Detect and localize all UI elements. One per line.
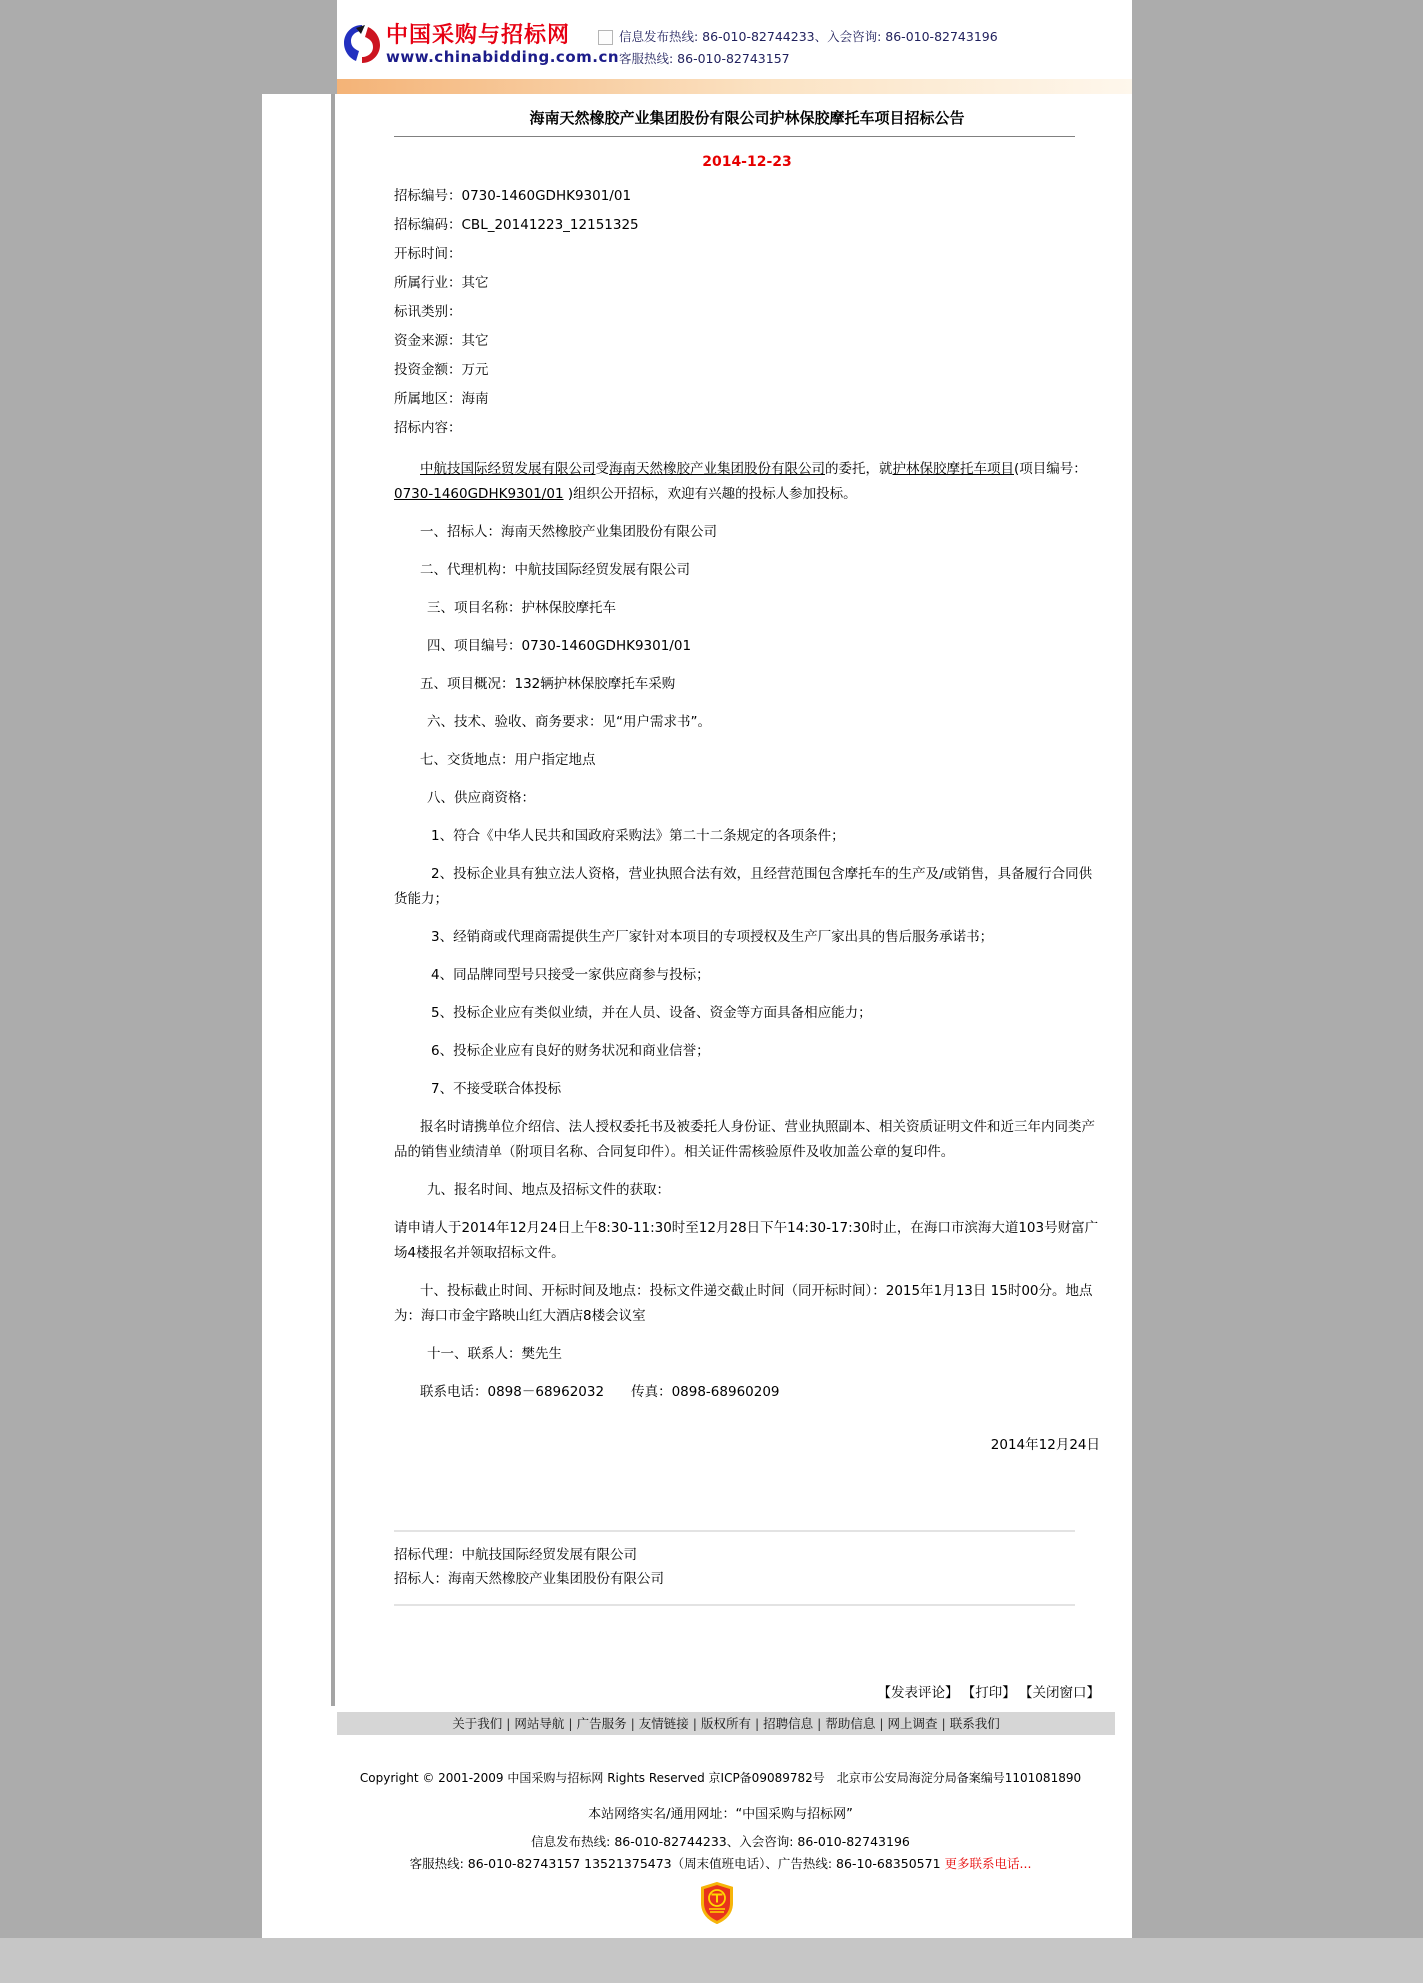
copyright-line: Copyright © 2001-2009 中国采购与招标网 Rights Reserved 京ICP备09089782号 北京市公安局海淀分局备案编号1101081890 — [359, 1771, 1082, 1785]
agent-name: 中航技国际经贸发展有限公司 — [461, 1547, 637, 1563]
doc-paragraph: 6、投标企业应有良好的财务状况和商业信誉； — [431, 1043, 710, 1059]
nav-separator: | — [564, 1716, 577, 1731]
footer-nav-bar — [337, 1712, 1115, 1735]
header-hotline-line2: 客服热线: 86-010-82743157 — [619, 51, 790, 66]
bottom-gray-strip — [0, 1938, 1423, 1983]
red-shield-badge-icon[interactable] — [700, 1882, 734, 1924]
cycle-arrows-logo-icon — [343, 24, 381, 64]
image-placeholder-icon — [598, 30, 613, 45]
more-contacts-link[interactable]: 更多联系电话... — [944, 1856, 1032, 1871]
bidder-line — [394, 1567, 664, 1591]
footer-nav-link[interactable]: 关于我们 — [452, 1716, 503, 1731]
header-hotline-line1: 信息发布热线: 86-010-82744233、入会咨询: 86-010-82743196 — [619, 29, 998, 44]
nav-separator: | — [875, 1716, 888, 1731]
intro-text: (项目编号： — [1014, 461, 1087, 477]
announcement-document — [337, 94, 1132, 1458]
meta-field: 招标内容： — [394, 420, 462, 436]
nav-separator: | — [502, 1716, 515, 1731]
logo-text-block — [386, 24, 619, 66]
meta-field: 投资金额：万元 — [394, 362, 489, 378]
footer-nav-link[interactable]: 网站导航 — [514, 1716, 565, 1731]
footer-hotline-line2 — [337, 1854, 1104, 1872]
footer-nav-link[interactable]: 广告服务 — [576, 1716, 627, 1731]
doc-paragraph: 2、投标企业具有独立法人资格，营业执照合法有效，且经营范围包含摩托车的生产及/或销售，具备履行合同供货能力； — [394, 866, 1093, 907]
sign-block-divider-bottom — [394, 1604, 1075, 1606]
doc-paragraph: 十一、联系人：樊先生 — [427, 1346, 562, 1362]
nav-separator: | — [937, 1716, 950, 1731]
intro-underlined-text: 0730-1460GDHK9301/01 — [394, 486, 564, 502]
doc-paragraph: 十、投标截止时间、开标时间及地点：投标文件递交截止时间（同开标时间）：2015年1月13日 15时00分。地点为：海口市金宇路映山红大酒店8楼会议室 — [394, 1283, 1093, 1324]
content-frame-left-border — [331, 94, 335, 1706]
footer-nav-link[interactable]: 帮助信息 — [825, 1716, 876, 1731]
title-divider — [394, 136, 1075, 137]
content-frame — [337, 94, 1132, 1938]
header-left-gray-area — [262, 0, 337, 94]
site-logo[interactable] — [343, 24, 619, 66]
action-links-row — [868, 1681, 1101, 1701]
doc-paragraph: 六、技术、验收、商务要求：见“用户需求书”。 — [427, 714, 711, 730]
announcement-title: 海南天然橡胶产业集团股份有限公司护林保胶摩托车项目招标公告 — [529, 109, 965, 127]
doc-paragraph: 一、招标人：海南天然橡胶产业集团股份有限公司 — [420, 524, 717, 540]
bidder-label: 招标人： — [394, 1571, 448, 1587]
doc-paragraph: 报名时请携单位介绍信、法人授权委托书及被委托人身份证、营业执照副本、相关资质证明文件和近三年内同类产品的销售业绩清单（附项目名称、合同复印件）。相关证件需核验原件及收加盖公章的复印件。 — [394, 1119, 1095, 1160]
sign-block-divider-top — [394, 1530, 1075, 1532]
sign-block — [394, 1543, 664, 1591]
bidder-name: 海南天然橡胶产业集团股份有限公司 — [448, 1571, 664, 1587]
doc-paragraph: 二、代理机构：中航技国际经贸发展有限公司 — [420, 562, 690, 578]
agent-label: 招标代理： — [394, 1547, 462, 1563]
doc-paragraph: 请申请人于2014年12月24日上午8:30-11:30时至12月28日下午14:30-17:30时止，在海口市滨海大道103号财富广场4楼报名并领取招标文件。 — [394, 1220, 1099, 1261]
doc-paragraph: 7、不接受联合体投标 — [431, 1081, 562, 1097]
meta-field-list — [394, 184, 1100, 441]
footer-nav-link[interactable]: 联系我们 — [949, 1716, 1000, 1731]
meta-field: 招标编号：0730-1460GDHK9301/01 — [394, 188, 632, 204]
meta-field: 开标时间： — [394, 246, 462, 262]
doc-paragraph: 七、交货地点：用户指定地点 — [420, 752, 596, 768]
page-container — [262, 0, 1132, 1938]
footer-nav-link[interactable]: 网上调查 — [887, 1716, 938, 1731]
meta-field: 招标编码：CBL_20141223_12151325 — [394, 217, 639, 233]
agent-line — [394, 1543, 664, 1567]
footer-hotline-line1: 信息发布热线: 86-010-82744233、入会咨询: 86-010-82743196 — [531, 1834, 910, 1849]
logo-site-name: 中国采购与招标网 — [386, 23, 571, 48]
logo-site-url: www.chinabidding.com.cn — [386, 48, 620, 66]
intro-text: )组织公开招标，欢迎有兴趣的投标人参加投标。 — [563, 486, 857, 502]
doc-paragraph: 5、投标企业应有类似业绩，并在人员、设备、资金等方面具备相应能力； — [431, 1005, 872, 1021]
intro-underlined-text: 海南天然橡胶产业集团股份有限公司 — [609, 461, 825, 477]
sign-off-date: 2014年12月24日 — [990, 1437, 1100, 1453]
intro-text: 的委托，就 — [825, 461, 893, 477]
publish-date: 2014-12-23 — [702, 154, 792, 170]
orange-banner-bar — [337, 79, 1132, 94]
intro-underlined-text: 中航技国际经贸发展有限公司 — [420, 461, 596, 477]
intro-paragraph — [394, 457, 1100, 507]
nav-separator: | — [688, 1716, 701, 1731]
doc-paragraph: 九、报名时间、地点及招标文件的获取： — [427, 1182, 670, 1198]
doc-paragraph: 1、符合《中华人民共和国政府采购法》第二十二条规定的各项条件； — [431, 828, 845, 844]
header-contact-info — [619, 26, 998, 70]
doc-paragraph: 联系电话：0898－68962032 传真：0898-68960209 — [420, 1384, 780, 1400]
site-realname-line: 本站网络实名/通用网址：“中国采购与招标网” — [588, 1807, 853, 1822]
paragraph-list — [394, 520, 1100, 1405]
nav-separator: | — [751, 1716, 764, 1731]
nav-separator: | — [813, 1716, 826, 1731]
doc-paragraph: 三、项目名称：护林保胶摩托车 — [427, 600, 616, 616]
action-link[interactable]: 【打印】 — [968, 1685, 1016, 1701]
meta-field: 资金来源：其它 — [394, 333, 489, 349]
footer-nav-link[interactable]: 版权所有 — [700, 1716, 751, 1731]
meta-field: 所属地区：海南 — [394, 391, 489, 407]
doc-paragraph: 3、经销商或代理商需提供生产厂家针对本项目的专项授权及生产厂家出具的售后服务承诺书； — [431, 929, 994, 945]
doc-paragraph: 四、项目编号：0730-1460GDHK9301/01 — [427, 638, 692, 654]
intro-text: 受 — [595, 461, 609, 477]
footer-nav-link[interactable]: 友情链接 — [638, 1716, 689, 1731]
doc-paragraph: 五、项目概况：132辆护林保胶摩托车采购 — [420, 676, 676, 692]
doc-paragraph: 4、同品牌同型号只接受一家供应商参与投标； — [431, 967, 710, 983]
meta-field: 所属行业：其它 — [394, 275, 489, 291]
footer-nav-link[interactable]: 招聘信息 — [763, 1716, 814, 1731]
intro-underlined-text: 护林保胶摩托车项目 — [892, 461, 1014, 477]
doc-paragraph: 八、供应商资格： — [427, 790, 535, 806]
footer-hotline-text: 客服热线: 86-010-82743157 13521375473（周末值班电话）、广告热线: 86-10-68350571 — [409, 1856, 945, 1871]
meta-field: 标讯类别： — [394, 304, 462, 320]
nav-separator: | — [626, 1716, 639, 1731]
action-link[interactable]: 【关闭窗口】 — [1025, 1685, 1100, 1701]
action-link[interactable]: 【发表评论】 — [877, 1685, 959, 1701]
